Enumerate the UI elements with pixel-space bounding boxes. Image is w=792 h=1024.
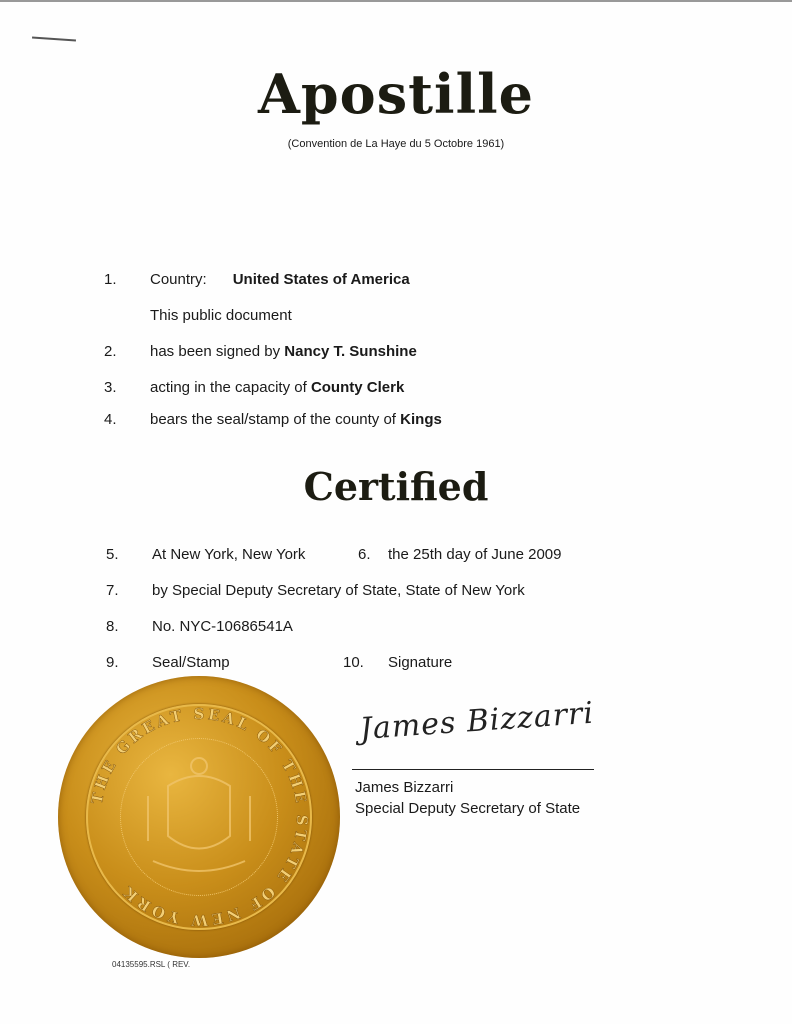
convention-subtitle: (Convention de La Haye du 5 Octobre 1961) xyxy=(287,138,505,150)
pen-mark xyxy=(32,36,76,41)
certified-heading: Certified xyxy=(303,464,489,509)
certified-by-value: by Special Deputy Secretary of State, State of New York xyxy=(152,582,525,599)
scan-edge xyxy=(0,0,792,2)
signature-label: Signature xyxy=(388,654,453,671)
county-value: Kings xyxy=(400,411,442,428)
item-number: 8. xyxy=(106,618,119,635)
place-value: At New York, New York xyxy=(152,546,306,563)
handwritten-signature: James Bizzarri xyxy=(358,695,596,747)
certificate-number: No. NYC-10686541A xyxy=(152,618,293,635)
item-number: 9. xyxy=(106,654,119,671)
country-value: United States of America xyxy=(232,271,410,288)
signed-by-label: has been signed by xyxy=(150,343,281,360)
item-number: 7. xyxy=(106,582,119,599)
county-label: bears the seal/stamp of the county of xyxy=(150,411,396,428)
item-number: 3. xyxy=(104,379,117,396)
signed-by-value: Nancy T. Sunshine xyxy=(284,343,417,360)
seal-emblem xyxy=(58,676,340,958)
date-value: the 25th day of June 2009 xyxy=(388,546,562,563)
county-row xyxy=(150,411,442,428)
capacity-row xyxy=(150,379,404,396)
form-number: 04135595.RSL ( REV. xyxy=(112,960,191,969)
item-number: 2. xyxy=(104,343,117,360)
capacity-value: County Clerk xyxy=(310,379,405,396)
item-number: 4. xyxy=(104,411,117,428)
gold-state-seal xyxy=(58,676,340,958)
item-number: 6. xyxy=(358,546,371,563)
item-number: 5. xyxy=(106,546,119,563)
signed-by-row xyxy=(150,343,417,360)
capacity-label: acting in the capacity of xyxy=(150,379,307,396)
signer-title: Special Deputy Secretary of State xyxy=(355,800,581,817)
signature-line xyxy=(352,769,594,770)
item-number: 10. xyxy=(343,654,364,671)
seal-text: THE GREAT SEAL OF THE STATE OF NEW YORK xyxy=(87,704,312,930)
country-row xyxy=(150,271,410,288)
signer-name: James Bizzarri xyxy=(355,779,454,796)
item-number: 1. xyxy=(104,271,117,288)
document-title: Apostille xyxy=(258,62,534,126)
seal-label: Seal/Stamp xyxy=(152,654,230,671)
public-document-row: This public document xyxy=(150,307,292,324)
country-label: Country: xyxy=(150,271,207,288)
